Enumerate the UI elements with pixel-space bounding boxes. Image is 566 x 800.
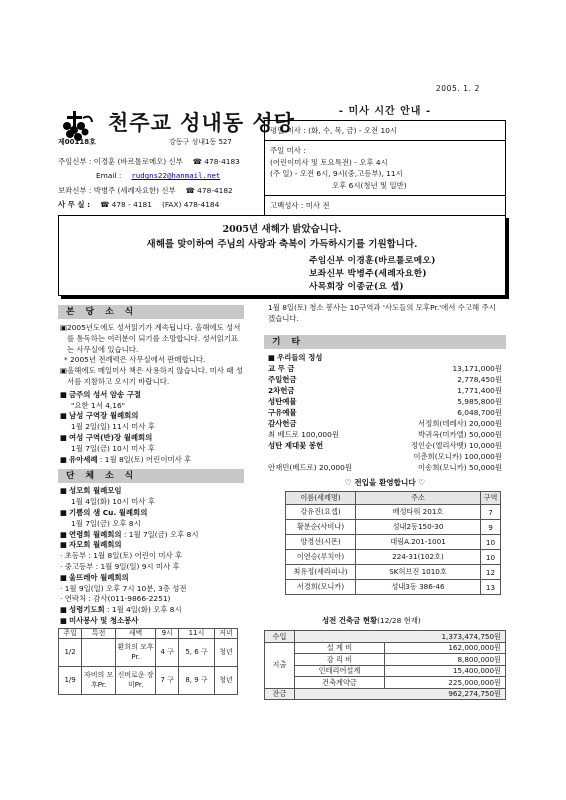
- list-item: ■ 금주의 성서 암송 구절: [60, 389, 141, 399]
- group-news-header: 단 체 소 식: [58, 469, 244, 483]
- sunday-mass: 주일 미사 : (어린이미사 및 토요특전) - 오후 4시 (주 일) - 오전 6시, 9시(중,고등부), 11시 오후 6시(청년 및 일반): [265, 141, 505, 196]
- table-row: 감 리 비 8,800,000원: [265, 654, 506, 666]
- list-item: ■ 자모회 월례회의: [60, 540, 122, 550]
- thanks-row: 감사헌금 서정희(데레사) 20,000원: [268, 419, 502, 429]
- list-item: ■ 성령기도회 : 1월 4일(화) 오후 8시: [60, 605, 182, 615]
- table-row: 최유정(세라피나) SK허브진 1010호 12: [286, 565, 501, 580]
- building-fund-table: [264, 630, 506, 700]
- list-item: ▣ 2005년도에도 성서읽기가 계속됩니다. 올해에도 성서를 통독하는 여러분이 되기를 소망합니다. 성서읽기표는 사무실에 있습니다.: [60, 323, 241, 354]
- offering-title: ■ 우리들의 정성: [268, 352, 323, 362]
- office-fax: (FAX) 478-4184: [161, 200, 220, 210]
- table-row: 1/9 자비의 모후Pr. 신비로운 장미Pr. 7 구 8, 9 구 청년: [59, 667, 238, 695]
- offering-row: 성탄예물 5,985,800원: [268, 397, 502, 407]
- pastor-tel: ☎ 478-4183: [192, 157, 240, 166]
- office-label: 사 무 실 :: [58, 200, 91, 210]
- parish-title: 천주교 성내동 성당: [108, 110, 295, 135]
- email-label: Email :: [96, 171, 122, 181]
- right-column: [264, 303, 506, 700]
- offering-row: 교 무 금 13,171,000원: [268, 364, 502, 374]
- greeting-line-2: 새해를 맞이하여 주님의 사랑과 축복이 가득하시기를 기원합니다.: [146, 239, 418, 250]
- offering-row: 주일헌금 2,778,450원: [268, 375, 502, 385]
- building-fund-title: 성전 건축금 현황(12/28 현재): [322, 616, 421, 626]
- misc-header: 기 타: [264, 335, 506, 349]
- confession-time: 고백성사 : 미사 전: [270, 201, 330, 211]
- table-row: 강유진(요셉) 배성타워 201호 7: [286, 505, 501, 520]
- list-item: ■ 연령회 월례회의 : 1월 7일(금) 오후 8시: [60, 529, 199, 539]
- list-item: ▣ 올해에도 메일미사 책은 사용하지 않습니다. 미사 때 성서를 지참하고 오시기 바랍니다.: [60, 366, 243, 386]
- service-table: 주일 특전 새벽 9시 11시 저녁 1/2 환희의 모후Pr. 4 구 5, 6 구 청년 1/9 자비의 모후Pr. 신비로운 장미Pr. 7 구 8, 9 구 청년: [58, 628, 238, 696]
- assistant-line: 보좌신부 : 박병주 (세례자요한) 신부: [58, 185, 176, 195]
- list-item: ■ 기쁨의 샘 Cu. 월례회의: [60, 507, 148, 517]
- signature-pastor: 주임신부 이경훈(바르톨로메오): [309, 256, 436, 266]
- signature-assistant: 보좌신부 박병주(세례자요한): [309, 269, 427, 279]
- thanks-row: 최 베드로 100,000원 박귀옥(미카엘) 50,000원: [268, 430, 502, 440]
- offering-row: 구유예물 6,048,700원: [268, 408, 502, 418]
- weekday-mass: 평일 미사 : (화, 수, 목, 금) - 오전 10시: [265, 121, 505, 141]
- greeting-line-1: 2005년 새해가 밝았습니다.: [222, 224, 342, 235]
- thanks-row: 성탄 제대꽃 봉헌 정인순(엘리사벳) 10,000원: [268, 441, 502, 451]
- signature-council: 사목회장 이종균(요 셉): [309, 282, 404, 292]
- table-row: 건축계약금 225,000,000원: [265, 677, 506, 689]
- list-item: ■ 울뜨레아 월례회의: [60, 572, 129, 582]
- new-year-greeting: [58, 215, 506, 296]
- list-item: ■ 미사봉사 및 청소봉사: [60, 615, 139, 625]
- pastor-line: 주임신부 : 이경훈 (바르톨로메오) 신부: [58, 157, 183, 166]
- table-row: 황분순(사비나) 성내2동150-30 9: [286, 520, 501, 535]
- table-row: 1/2 환희의 모후Pr. 4 구 5, 6 구 청년: [59, 639, 238, 667]
- offering-row: 2차헌금 1,771,400원: [268, 386, 502, 396]
- list-item: ■ 성모회 월례모임: [60, 486, 122, 496]
- table-row: 잔금 962,274,750원: [265, 688, 506, 700]
- table-row: 서경희(모니카) 성내3동 386-46 13: [286, 580, 501, 595]
- welcome-title: ♡ 전입을 환영합니다 ♡: [344, 478, 426, 488]
- assistant-tel: ☎ 478-4182: [185, 185, 233, 195]
- cleaning-notice: 1월 8일(토) 청소 봉사는 10구역과 '사도들의 모후Pr.'에서 수고해 주시겠습니다.: [268, 303, 496, 323]
- contact-info: [58, 155, 240, 213]
- parish-news-header: 본 당 소 식: [58, 305, 244, 319]
- list-item: ■ 남성 구역장 월례회의: [60, 411, 139, 421]
- welcome-table: 이름(세례명) 주소 구역 강유진(요셉) 배성타워 201호 7 황분순(사비나) 성내2동150-30 9 양경선(시몬) 대림A.201-1001 10 이연승(루치아) 224-31(102호) 10 최유정(세라피나) SK허브진 1010호 12 서경희(모니카) 성내3동 386-46 13: [285, 491, 501, 595]
- table-row: 지출 설 계 비 162,000,000원: [265, 642, 506, 654]
- table-row: 이연승(루치아) 224-31(102호) 10: [286, 550, 501, 565]
- list-item: ■ 여성 구역(반)장 월례회의: [60, 432, 153, 442]
- table-row: 인테리어설계 15,400,000원: [265, 665, 506, 677]
- thanks-row: 이춘희(모니카) 100,000원: [413, 452, 502, 462]
- mass-times: [264, 102, 506, 216]
- mass-title: - 미사 시간 안내 -: [338, 106, 432, 117]
- office-tel: ☎ 478 - 4181: [100, 200, 152, 210]
- table-row: 양경선(시몬) 대림A.201-1001 10: [286, 535, 501, 550]
- list-item: ■ 유아세례 : 1월 8일(토) 어린이미사 후: [60, 454, 192, 464]
- table-row: 수입 1,373,474,750원: [265, 631, 506, 643]
- list-item: * 2005년 전례력은 사무실에서 판매합니다.: [64, 355, 206, 365]
- left-column: 본 당 소 식 ▣ 2005년도에도 성서읽기가 계속됩니다. 올해에도 성서를 통독하는 여러분이 되기를 소망합니다. 성서읽기표는 사무실에 있습니다. * 2005년 전례력은 사무실에서 판매합니다. ▣ 올해에도 메일미사 책은 사용하지 않습니다. 미사 때 성서를 지참하고 오시기 바랍니다. ■ 금주의 성서 암송 구절 "요한 1서 4,16" ■ 남성 구역장 월례회의 1월 2일(일) 11시 미사 후 ■ 여성 구역(반)장 월례회의 1월 7일(금) 10시 미사 후 ■ 유아세례 : 1월 8일(토) 어린이미사 후 단 체 소 식 ■ 성모회 월례모임 1월 4일(화) 10시 미사 후 ■ 기쁨의 샘 Cu. 월례회의 1월 7일(금) 오후 8시 ■ 연령회 월례회의 : 1월 7일(금) 오후 8시 ■ 자모회 월례회의 · 초등부 : 1월 8일(토) 어린이 미사 후 · 중고등부 : 1월 9일(일) 9시 미사 후 ■ 울뜨레아 월례회의 · 1월 9일(일) 오후 7시 10분, 3층 성전 · 연락처 : 감사(011-9866-2251) ■ 성령기도회 : 1월 4일(화) 오후 8시 ■ 미사봉사 및 청소봉사 주일 특전 새벽 9시 11시 저녁 1/2 환희의 모후Pr. 4 구 5, 6 구 청년 1/9 자비의 모후Pr. 신비로운 장미Pr. 7 구 8, 9 구 청년: [58, 305, 244, 695]
- bulletin-date: 2005. 1. 2: [435, 84, 480, 93]
- email-link[interactable]: rudgns22@hanmail.net: [131, 171, 221, 181]
- issue-number: 제00118호: [58, 138, 96, 146]
- parish-address: 강동구 성내1동 527: [169, 138, 232, 146]
- thanks-row: 안재민(베드로) 20,000원 이송희(모니카) 50,000원: [268, 463, 502, 473]
